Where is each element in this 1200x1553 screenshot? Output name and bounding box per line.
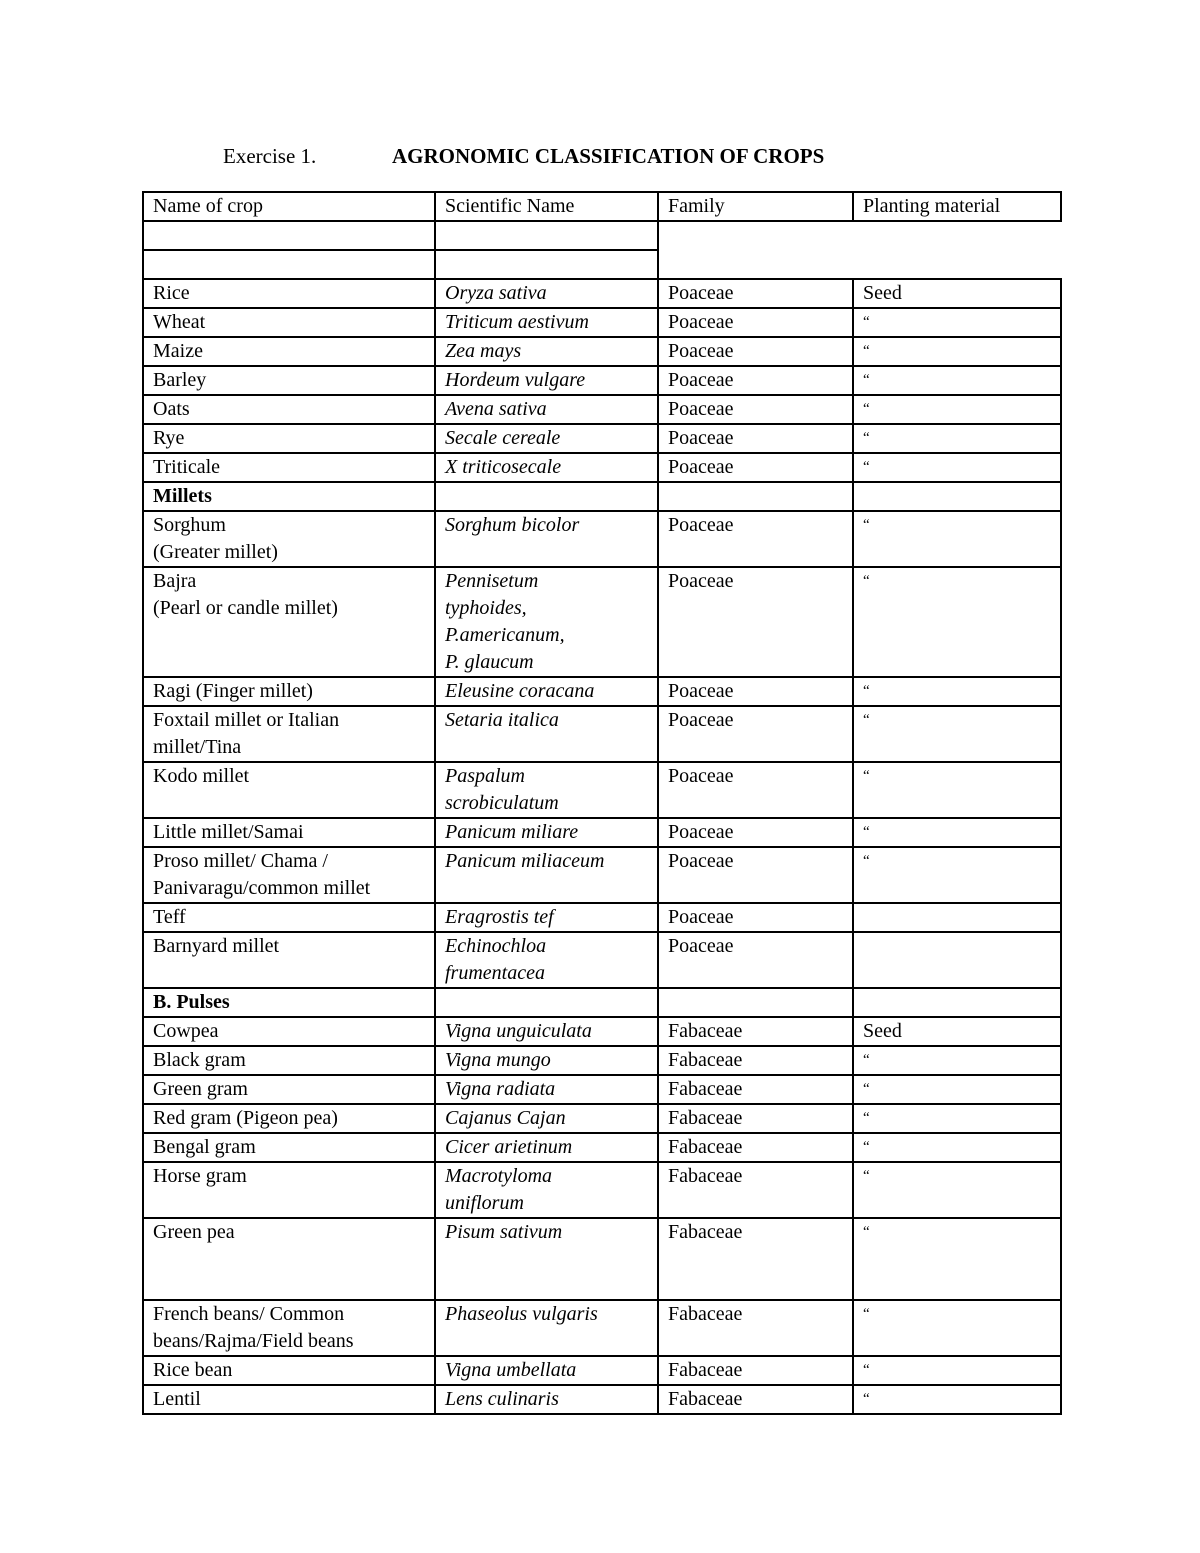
family-cell: Fabaceae (658, 1356, 853, 1385)
family-cell: Poaceae (658, 511, 853, 567)
crop-name-cell: Barnyard millet (143, 932, 435, 988)
scientific-name-cell: Cajanus Cajan (435, 1104, 658, 1133)
table-header-row (143, 192, 1061, 221)
table-row (143, 1356, 1061, 1385)
planting-material-cell: “ (853, 337, 1061, 366)
page-title: AGRONOMIC CLASSIFICATION OF CROPS (392, 144, 825, 168)
crop-name-cell: Proso millet/ Chama / Panivaragu/common millet (143, 847, 435, 903)
scientific-name-cell (435, 482, 658, 511)
scientific-name-cell: Macrotyloma uniflorum (435, 1162, 658, 1218)
scientific-name-cell: Vigna umbellata (435, 1356, 658, 1385)
family-cell: Poaceae (658, 903, 853, 932)
header-scientific-name: Scientific Name (435, 192, 658, 221)
crop-name-cell: Bengal gram (143, 1133, 435, 1162)
scientific-name-cell: Paspalum scrobiculatum (435, 762, 658, 818)
scientific-name-cell: Vigna radiata (435, 1075, 658, 1104)
planting-material-cell: “ (853, 567, 1061, 677)
header-family: Family (658, 192, 853, 221)
table-row (143, 1385, 1061, 1414)
scientific-name-cell (435, 988, 658, 1017)
scientific-name-cell: Oryza sativa (435, 279, 658, 308)
crop-name-cell: Ragi (Finger millet) (143, 677, 435, 706)
crop-name-cell: Kodo millet (143, 762, 435, 818)
planting-material-cell: “ (853, 818, 1061, 847)
crop-name-cell: Oats (143, 395, 435, 424)
blank-cell (435, 250, 658, 279)
family-cell: Fabaceae (658, 1104, 853, 1133)
scientific-name-cell: X triticosecale (435, 453, 658, 482)
table-row (143, 988, 1061, 1017)
planting-material-cell: Seed (853, 279, 1061, 308)
planting-material-cell (853, 988, 1061, 1017)
blank-cell (658, 221, 1061, 279)
table-row (143, 366, 1061, 395)
crop-name-cell: Black gram (143, 1046, 435, 1075)
scientific-name-cell: Phaseolus vulgaris (435, 1300, 658, 1356)
planting-material-cell: “ (853, 511, 1061, 567)
table-row (143, 1133, 1061, 1162)
scientific-name-cell: Pisum sativum (435, 1218, 658, 1300)
table-row (143, 932, 1061, 988)
scientific-name-cell: Vigna mungo (435, 1046, 658, 1075)
table-row (143, 1300, 1061, 1356)
scientific-name-cell: Cicer arietinum (435, 1133, 658, 1162)
scientific-name-cell: Avena sativa (435, 395, 658, 424)
crop-classification-table (142, 191, 1062, 1415)
table-row (143, 308, 1061, 337)
blank-cell (435, 221, 658, 250)
table-row (143, 847, 1061, 903)
scientific-name-cell: Vigna unguiculata (435, 1017, 658, 1046)
family-cell: Fabaceae (658, 1162, 853, 1218)
family-cell: Fabaceae (658, 1300, 853, 1356)
crop-name-cell: Lentil (143, 1385, 435, 1414)
crop-name-cell: Red gram (Pigeon pea) (143, 1104, 435, 1133)
planting-material-cell: “ (853, 1104, 1061, 1133)
scientific-name-cell: Zea mays (435, 337, 658, 366)
scientific-name-cell: Panicum miliaceum (435, 847, 658, 903)
table-row (143, 337, 1061, 366)
exercise-label: Exercise 1. (223, 144, 317, 168)
table-row (143, 818, 1061, 847)
family-cell: Poaceae (658, 567, 853, 677)
table-row (143, 903, 1061, 932)
scientific-name-cell: Secale cereale (435, 424, 658, 453)
scientific-name-cell: Echinochloa frumentacea (435, 932, 658, 988)
planting-material-cell: “ (853, 366, 1061, 395)
scientific-name-cell: Setaria italica (435, 706, 658, 762)
crop-name-cell: Barley (143, 366, 435, 395)
planting-material-cell (853, 903, 1061, 932)
table-row (143, 1104, 1061, 1133)
crop-name-cell: Rice (143, 279, 435, 308)
family-cell: Fabaceae (658, 1133, 853, 1162)
family-cell: Fabaceae (658, 1385, 853, 1414)
table-row (143, 279, 1061, 308)
table-row (143, 1162, 1061, 1218)
planting-material-cell: “ (853, 1133, 1061, 1162)
crop-name-cell: Millets (143, 482, 435, 511)
family-cell: Poaceae (658, 818, 853, 847)
planting-material-cell (853, 932, 1061, 988)
crop-name-cell: Teff (143, 903, 435, 932)
planting-material-cell: “ (853, 395, 1061, 424)
family-cell: Fabaceae (658, 1075, 853, 1104)
scientific-name-cell: Panicum miliare (435, 818, 658, 847)
crop-name-cell: Maize (143, 337, 435, 366)
crop-name-cell: Horse gram (143, 1162, 435, 1218)
crop-name-cell: Green gram (143, 1075, 435, 1104)
blank-cell (143, 250, 435, 279)
crop-name-cell: Cowpea (143, 1017, 435, 1046)
family-cell (658, 988, 853, 1017)
scientific-name-cell: Eragrostis tef (435, 903, 658, 932)
family-cell: Poaceae (658, 762, 853, 818)
family-cell (658, 482, 853, 511)
family-cell: Poaceae (658, 677, 853, 706)
crop-name-cell: French beans/ Common beans/Rajma/Field beans (143, 1300, 435, 1356)
table-row (143, 482, 1061, 511)
table-row (143, 677, 1061, 706)
family-cell: Poaceae (658, 706, 853, 762)
scientific-name-cell: Sorghum bicolor (435, 511, 658, 567)
table-row (143, 1218, 1061, 1300)
crop-name-cell: Triticale (143, 453, 435, 482)
table-row (143, 706, 1061, 762)
family-cell: Poaceae (658, 337, 853, 366)
table-row (143, 511, 1061, 567)
planting-material-cell: “ (853, 1218, 1061, 1300)
family-cell: Poaceae (658, 424, 853, 453)
scientific-name-cell: Triticum aestivum (435, 308, 658, 337)
crop-name-cell: Rye (143, 424, 435, 453)
planting-material-cell: “ (853, 1075, 1061, 1104)
blank-cell (143, 221, 435, 250)
planting-material-cell: “ (853, 1300, 1061, 1356)
table-row (143, 567, 1061, 677)
crop-name-cell: Green pea (143, 1218, 435, 1300)
family-cell: Poaceae (658, 366, 853, 395)
planting-material-cell: “ (853, 1356, 1061, 1385)
planting-material-cell: “ (853, 762, 1061, 818)
planting-material-cell: “ (853, 677, 1061, 706)
family-cell: Poaceae (658, 847, 853, 903)
family-cell: Poaceae (658, 279, 853, 308)
table-row (143, 762, 1061, 818)
scientific-name-cell: Pennisetum typhoides, P.americanum, P. glaucum (435, 567, 658, 677)
planting-material-cell: Seed (853, 1017, 1061, 1046)
family-cell: Poaceae (658, 932, 853, 988)
table-row (143, 1046, 1061, 1075)
crop-name-cell: B. Pulses (143, 988, 435, 1017)
table-row (143, 424, 1061, 453)
planting-material-cell: “ (853, 847, 1061, 903)
crop-name-cell: Rice bean (143, 1356, 435, 1385)
header-planting-material: Planting material (853, 192, 1061, 221)
family-cell: Poaceae (658, 395, 853, 424)
planting-material-cell: “ (853, 1162, 1061, 1218)
crop-name-cell: Wheat (143, 308, 435, 337)
planting-material-cell: “ (853, 1046, 1061, 1075)
crop-name-cell: Bajra (Pearl or candle millet) (143, 567, 435, 677)
blank-row (143, 221, 1061, 250)
table-row (143, 1075, 1061, 1104)
planting-material-cell: “ (853, 1385, 1061, 1414)
table-row (143, 395, 1061, 424)
planting-material-cell: “ (853, 308, 1061, 337)
table-row (143, 453, 1061, 482)
planting-material-cell: “ (853, 706, 1061, 762)
family-cell: Fabaceae (658, 1017, 853, 1046)
scientific-name-cell: Lens culinaris (435, 1385, 658, 1414)
page-heading (0, 140, 1200, 174)
scientific-name-cell: Eleusine coracana (435, 677, 658, 706)
crop-name-cell: Little millet/Samai (143, 818, 435, 847)
planting-material-cell: “ (853, 424, 1061, 453)
table-row (143, 1017, 1061, 1046)
planting-material-cell: “ (853, 453, 1061, 482)
planting-material-cell (853, 482, 1061, 511)
family-cell: Fabaceae (658, 1046, 853, 1075)
header-name-of-crop: Name of crop (143, 192, 435, 221)
family-cell: Poaceae (658, 308, 853, 337)
crop-name-cell: Sorghum (Greater millet) (143, 511, 435, 567)
family-cell: Fabaceae (658, 1218, 853, 1300)
family-cell: Poaceae (658, 453, 853, 482)
scientific-name-cell: Hordeum vulgare (435, 366, 658, 395)
crop-name-cell: Foxtail millet or Italian millet/Tina (143, 706, 435, 762)
